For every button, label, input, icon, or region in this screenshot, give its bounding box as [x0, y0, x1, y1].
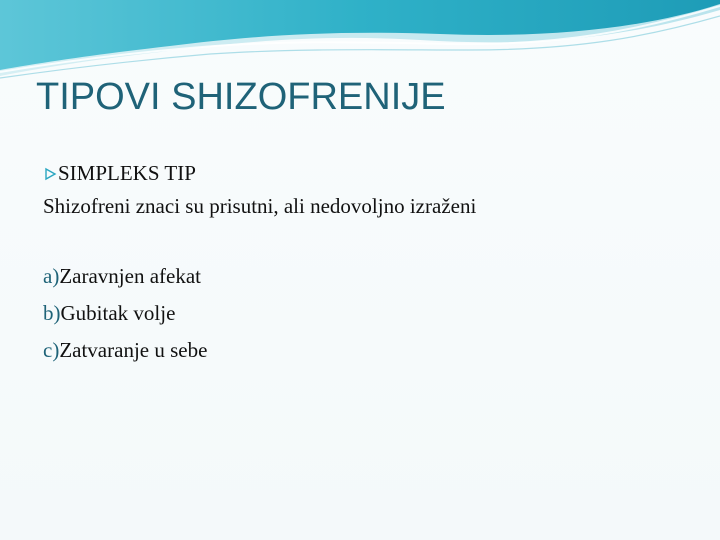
list-item — [43, 295, 683, 332]
hollow-triangle-icon — [43, 167, 57, 181]
slide-title: TIPOVI SHIZOFRENIJE — [36, 76, 446, 118]
slide-content — [43, 158, 683, 369]
description-text: Shizofreni znaci su prisutni, ali nedovoljno izraženi — [43, 194, 477, 218]
bullet-heading — [43, 158, 683, 188]
list-marker: b) — [43, 301, 61, 325]
list-marker: a) — [43, 264, 60, 288]
list-item — [43, 258, 683, 295]
list-marker: c) — [43, 338, 60, 362]
list-item-text: Gubitak volje — [60, 301, 176, 325]
list-item — [43, 332, 683, 369]
list-item-text: Zatvaranje u sebe — [59, 338, 208, 362]
spacer — [43, 224, 683, 258]
heading-text: SIMPLEKS TIP — [58, 160, 196, 185]
list-item-text: Zaravnjen afekat — [59, 264, 201, 288]
